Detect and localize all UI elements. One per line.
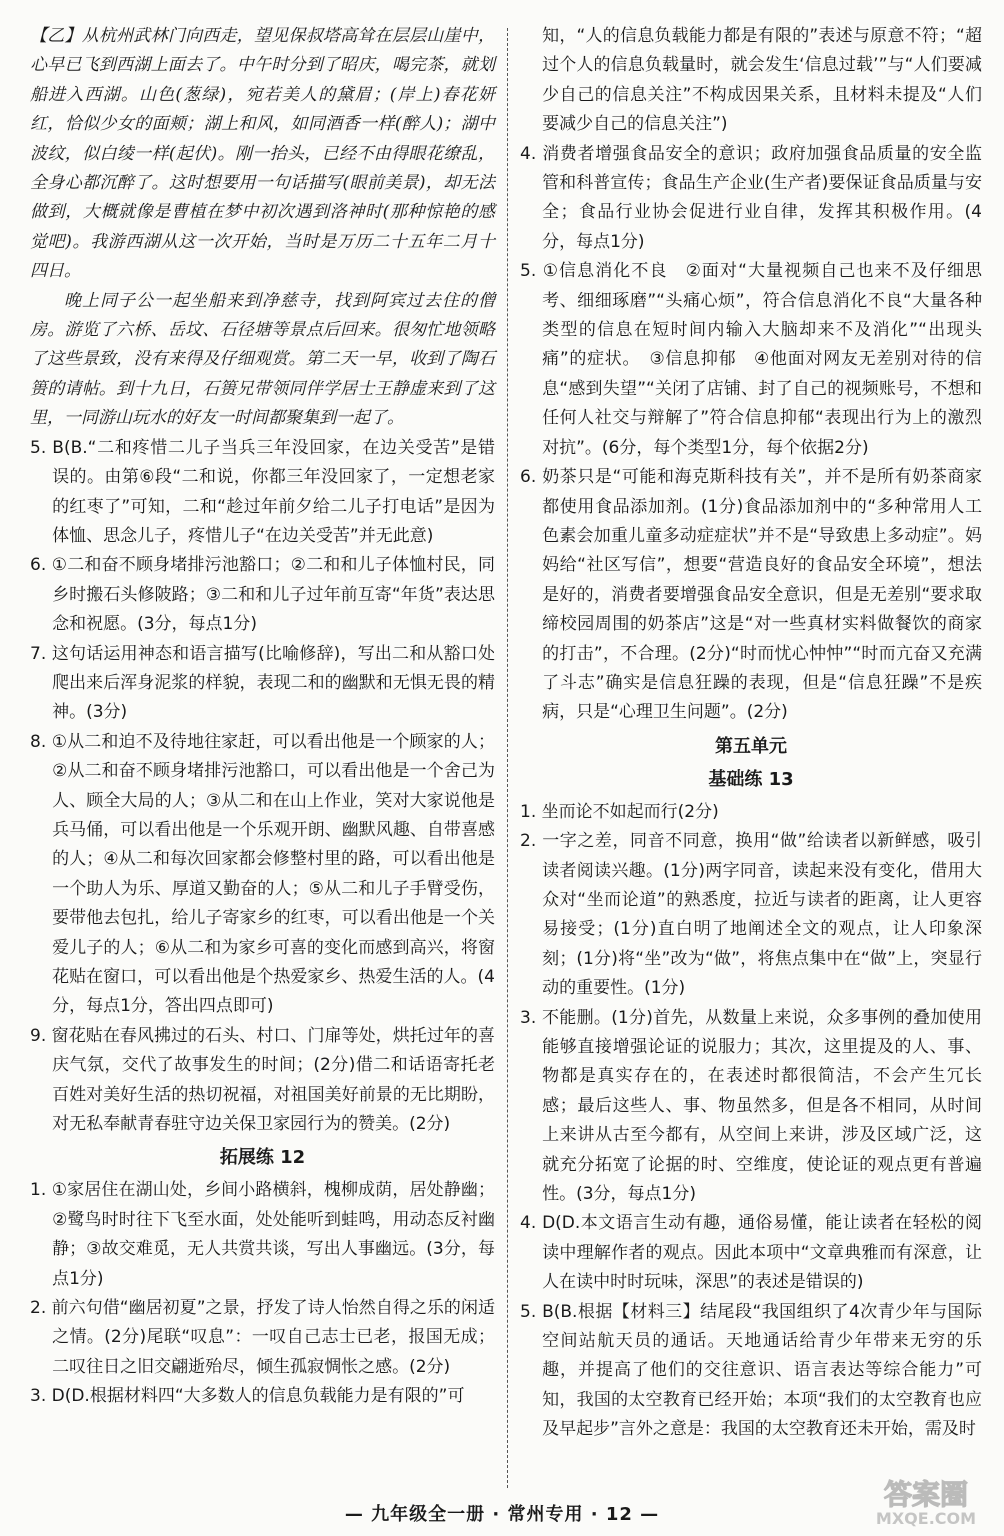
column-divider — [507, 28, 508, 1488]
watermark-logo — [856, 1472, 996, 1530]
left-column — [30, 22, 495, 1412]
answer-9: 9. 窗花贴在春风拂过的石头、村口、门扉等处，烘托过年的喜庆气氛，交代了故事发生的时间；(2分)借二和话语寄托老百姓对美好生活的热切祝福，对祖国美好前景的无比期盼，对无私奉献青春驻守边关保卫家园行为的赞美。(2分) — [30, 1025, 495, 1135]
unit-heading: 第五单元 — [715, 735, 787, 757]
extension-answer-2: 2. 前六句借“幽居初夏”之景，抒发了诗人怡然自得之乐的闲适之情。(2分)尾联“叹息”：一叹自己志士已老，报国无成；二叹往日之旧交翩逝殆尽，倾生孤寂惆怅之感。(2分) — [30, 1298, 495, 1377]
answer-7: 7. 这句话运用神态和语言描写(比喻修辞)，写出二和从豁口处爬出来后浑身泥浆的样貌，表现二和的幽默和无惧无畏的精神。(3分) — [30, 643, 495, 723]
watermark-title: 答案圈 — [883, 1478, 969, 1511]
translation-paragraph-1: 【乙】从杭州武林门向西走，望见保叔塔高耸在层层山崖中，心早已飞到西湖上面去了。中午时分到了昭庆，喝完茶，就划船进入西湖。山色(葱绿)，宛若美人的黛眉；(岸上)春花妍红，恰似少女的面颊；湖上和风，如同酒香一样(醉人)；湖中波纹，似白绫一样(起伏)。刚一抬头，已经不由得眼花缭乱，全身心都沉醉了。这时想要用一句话描写(眼前美景)，却无法做到，大概就像是曹植在梦中初次遇到洛神时(那种惊艳的感觉吧)。我游西湖从这一次开始，当时是万历二十五年二月十四日。 — [30, 26, 495, 282]
answer-8: 8. ①从二和迫不及待地往家赶，可以看出他是一个顾家的人；②从二和奋不顾身堵排污池豁口，可以看出他是一个舍己为人、顾全大局的人；③从二和在山上作业，笑对大家说他是兵马俑，可以看出他是一个乐观开朗、幽默风趣、自带喜感的人；④从二和每次回家都会修整村里的路，可以看出他是一个助人为乐、厚道又勤奋的人；⑤从二和儿子手臂受伤，要带他去包扎，给儿子寄家乡的红枣，可以看出他是一个关爱儿子的人；⑥从二和为家乡可喜的变化而感到高兴，将窗花贴在窗口，可以看出他是个热爱家乡、热爱生活的人。(4分，每点1分，答出四点即可) — [30, 731, 495, 1017]
basic-answer-3: 3. 不能删。(1分)首先，从数量上来说，众多事例的叠加使用能够直接增强论证的说服力；其次，这里提及的人、事、物都是真实存在的，在表述时都很简洁，不会产生冗长感；最后这些人、事、物虽然多，但是各不相同，从时间上来讲从古至今都有，从空间上来讲，涉及区域广泛，这就充分拓宽了论据的时、空维度，使论证的观点更有普遍性。(3分，每点1分) — [520, 1007, 982, 1205]
watermark-url: MXQE.COM — [875, 1509, 977, 1528]
extension-answer-3: 3. D(D.根据材料四“大多数人的信息负载能力是有限的”可 — [30, 1386, 465, 1407]
basic-answer-4: 4. D(D.本文语言生动有趣，通俗易懂，能让读者在轻松的阅读中理解作者的观点。因此本项中“文章典雅而有深意，让人在读中时时玩味，深思”的表述是错误的) — [520, 1213, 982, 1293]
extension-answer-5: 5. ①信息消化不良 ②面对“大量视频自己也来不及仔细思考、细细琢磨”“头痛心烦”，符合信息消化不良“大量各种类型的信息在短时间内输入大脑却来不及消化”“出现头痛”的症状。 ③信息抑郁 ④他面对网友无差别对待的信息“感到失望”“关闭了店铺、封了自己的视频账号，不想和任何人社交与辩解了”符合信息抑郁“表现出行为上的激烈对抗”。(6分，每个类型1分，每个依据2分) — [520, 261, 982, 458]
section-heading-basic-13: 基础练 13 — [708, 768, 794, 790]
translation-paragraph-2: 晚上同子公一起坐船来到净慈寺，找到阿宾过去住的僧房。游览了六桥、岳坟、石径塘等景点后回来。很匆忙地领略了这些景致，没有来得及仔细观赏。第二天一早，收到了陶石篑的请帖。到十九日，石篑兄带领同伴学居士王静虚来到了这里，一同游山玩水的好友一时间都聚集到一起了。 — [30, 290, 495, 429]
answer-3-continued: 知，“人的信息负载能力都是有限的”表述与原意不符；“超过个人的信息负载量时，就会发生‘信息过载’”与“人们要减少自己的信息关注”不构成因果关系，且材料未提及“人们要减少自己的信息关注”) — [542, 26, 982, 135]
basic-answer-1: 1. 坐而论不如起而行(2分) — [520, 801, 719, 822]
answer-6: 6. ①二和奋不顾身堵排污池豁口；②二和和儿子体恤村民，同乡时搬石头修陂路；③二和和儿子过年前互寄“年货”表达思念和祝愿。(3分，每点1分) — [30, 555, 495, 635]
page-footer: — 九年级全一册 · 常州专用 · 12 — — [344, 1504, 660, 1525]
extension-answer-6: 6. 奶茶只是“可能和海克斯科技有关”，并不是所有奶茶商家都使用食品添加剂。(1分)食品添加剂中的“多种常用人工色素会加重儿童多动症症状”并不是“导致患上多动症”。妈妈给“社区写信”，想要“营造良好的食品安全环境”，想法是好的，消费者要增强食品安全意识，但是无差别“要求取缔校园周围的奶茶店”这是“对一些真材实料做餐饮的商家的打击”，不合理。(2分)“时而忧心忡忡”“时而亢奋又充满了斗志”确实是信息狂躁的表现，但是“信息狂躁”不是疾病，只是“心理卫生问题”。(2分) — [520, 467, 982, 723]
extension-answer-4: 4. 消费者增强食品安全的意识；政府加强食品质量的安全监管和科普宣传；食品生产企业(生产者)要保证食品质量与安全；食品行业协会促进行业自律，发挥其积极作用。(4分，每点1分) — [520, 143, 982, 252]
right-column — [520, 22, 982, 1445]
basic-answer-5: 5. B(B.根据【材料三】结尾段“我国组织了4次青少年与国际空间站航天员的通话。天地通话给青少年带来无穷的乐趣，并提高了他们的交往意识、语言表达等综合能力”可知，我国的太空教育已经开始；本项“我们的太空教育也应及早起步”言外之意是：我国的太空教育还未开始，需及时 — [520, 1301, 982, 1440]
section-heading-extension-12: 拓展练 12 — [219, 1147, 306, 1169]
answer-5: 5. B(B.“二和疼惜二儿子当兵三年没回家，在边关受苦”是错误的。由第⑥段“二和说，你都三年没回家了，一定想老家的红枣了”可知，二和“趁过年前夕给二儿子打电话”是因为体恤、思念儿子，疼惜儿子“在边关受苦”并无此意) — [30, 437, 495, 546]
basic-answer-2: 2. 一字之差，同音不同意，换用“做”给读者以新鲜感，吸引读者阅读兴趣。(1分)两字同音，读起来没有变化，借用大众对“坐而论道”的熟悉度，拉近与读者的距离，让人更容易接受；(1分)直白明了地阐述全文的观点，让人印象深刻；(1分)将“坐”改为“做”，将焦点集中在“做”上，突显行动的重要性。(1分) — [520, 831, 982, 999]
extension-answer-1: 1. ①家居住在湖山处，乡间小路横斜，槐柳成荫，居处静幽；②鹭鸟时时往下飞至水面，处处能听到蛙鸣，用动态反衬幽静；③故交难觅，无人共赏共谈，写出人事幽远。(3分，每点1分) — [30, 1180, 495, 1289]
